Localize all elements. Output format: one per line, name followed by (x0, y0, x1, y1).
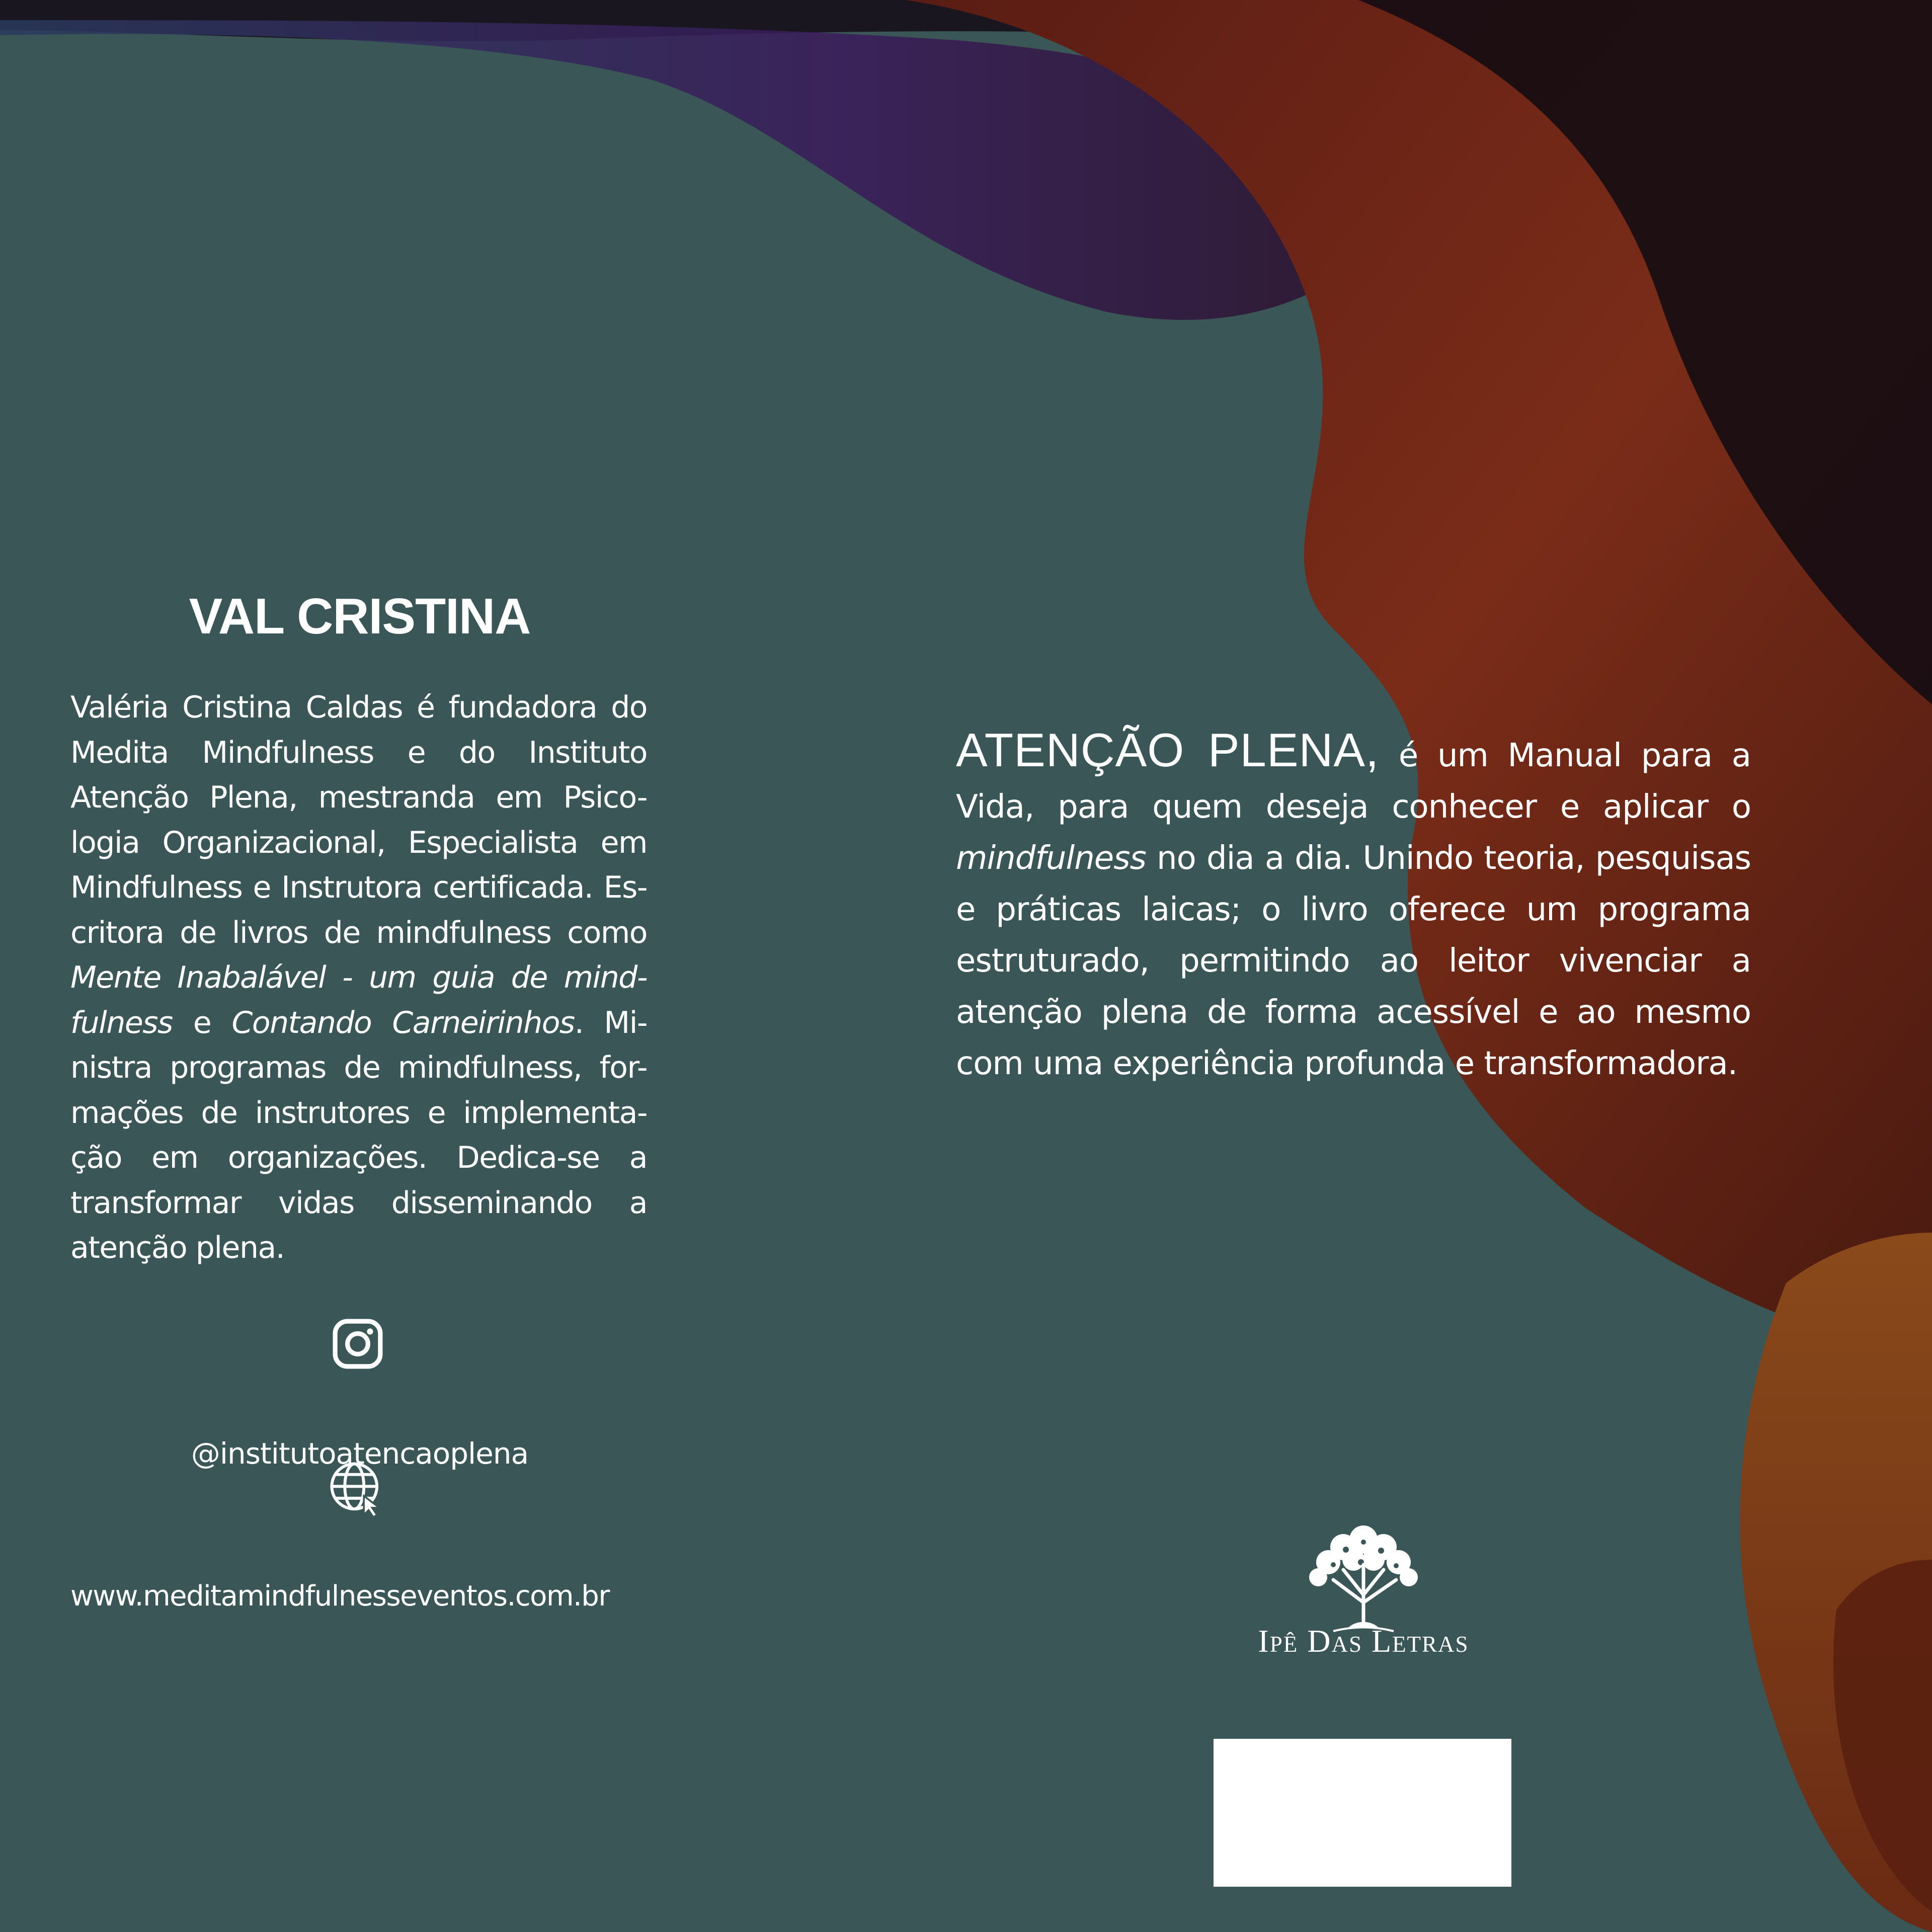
blurb-italic: mindfulness (956, 840, 1146, 877)
author-book-title-1: Mente Inabalável - um guia de mind-fulness (70, 960, 647, 1040)
website-link[interactable]: www.meditamindfulnesseventos.com.br (70, 1580, 609, 1613)
book-blurb (956, 725, 1751, 1089)
tree-icon (1298, 1519, 1429, 1640)
globe-icon[interactable] (327, 1459, 386, 1518)
barcode-placeholder (1214, 1739, 1511, 1887)
author-bio-text: e (172, 1005, 232, 1040)
instagram-icon[interactable] (332, 1318, 383, 1370)
instagram-handle[interactable]: @institutoatencaoplena (191, 1436, 529, 1471)
author-bio-text: . Mi-nistra programas de mindfulness, for-mações de instrutores e implementa-ção em organizações. Dedica-se a transformar vidas disseminando a atenção plena. (70, 1005, 648, 1265)
blurb-text: é um Manual para a Vida, para quem deseja conhecer e aplicar o (956, 737, 1751, 826)
blurb-text: no dia a dia. Unindo teoria, pesquisas e práticas laicas; o livro oferece um programa estruturado, permitindo ao leitor vivenciar a atenção plena de forma acessível e ao mesmo com uma experiência profunda e transformadora. (956, 840, 1751, 1082)
author-book-title-2: Contando Carneirinhos (231, 1005, 575, 1040)
author-bio (70, 685, 647, 1271)
book-title-lead: ATENÇÃO PLENA, (956, 723, 1380, 776)
publisher-name: Ipê Das Letras (1258, 1623, 1469, 1659)
author-name: VAL CRISTINA (189, 588, 531, 645)
author-bio-text: Valéria Cristina Caldas é fundadora do Medita Mindfulness e do Instituto Atenção Plena, mestranda em Psico-logia Organizacional, Especialista em Mindfulness e Instrutora certificada. Es-critora de livros de mindfulness como (70, 690, 647, 950)
